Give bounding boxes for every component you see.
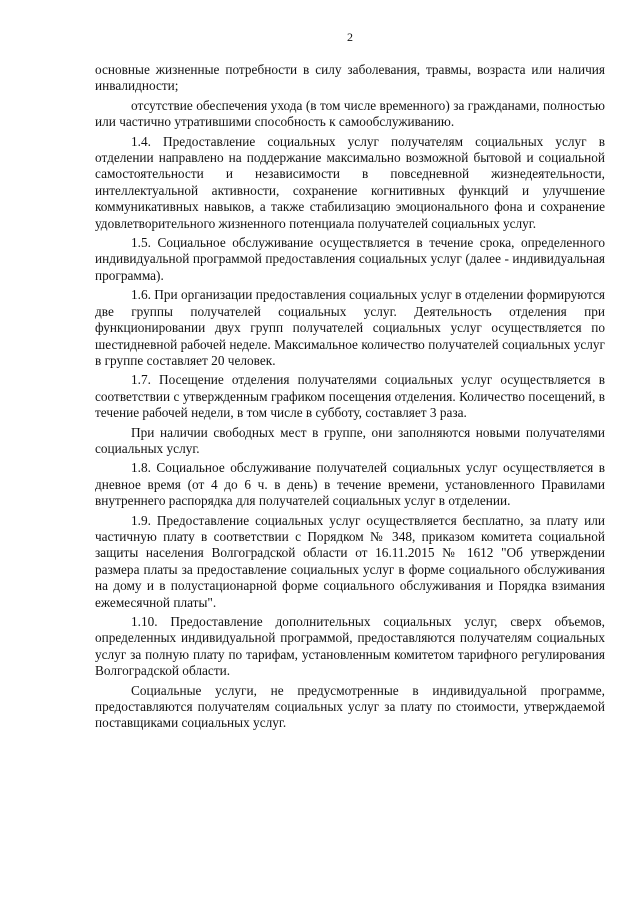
paragraph-1-9: 1.9. Предоставление социальных услуг осуществляется бесплатно, за плату или частичную плату в соответствии с Порядком № 348, приказом комитета социальной защиты населения Волгоградской области от 16.11.2015 № 1612 "Об утверждении размера платы за предоставление социальных услуг в форме социального обслуживания на дому и в полустационарной форме социального обслуживания и Порядка взимания ежемесячной платы". xyxy=(95,512,605,610)
paragraph-extra-services: Социальные услуги, не предусмотренные в индивидуальной программе, предоставляются получателям социальных услуг за плату по стоимости, утверждаемой поставщиками социальных услуг. xyxy=(95,682,605,731)
page-number: 2 xyxy=(347,30,353,44)
paragraph-1-10: 1.10. Предоставление дополнительных социальных услуг, сверх объемов, определенных индивидуальной программой, предоставляются получателям социальных услуг за полную плату по тарифам, установленным комитетом тарифного регулирования Волгоградской области. xyxy=(95,614,605,679)
paragraph-1-5: 1.5. Социальное обслуживание осуществляется в течение срока, определенного индивидуальной программой предоставления социальных услуг (далее - индивидуальная программа). xyxy=(95,235,605,283)
paragraph-1-7: 1.7. Посещение отделения получателями социальных услуг осуществляется в соответствии с утвержденным графиком посещения отделения. Количество посещений, в течение рабочей недели, в том числе в субботу, составляет 3 раза. xyxy=(95,372,605,421)
paragraph-free-places: При наличии свободных мест в группе, они заполняются новыми получателями социальных услуг. xyxy=(95,424,605,456)
paragraph-1-6: 1.6. При организации предоставления социальных услуг в отделении формируются две группы получателей социальных услуг. Деятельность отделения при функционировании двух групп получателей социальных услуг осуществляется по шестидневной рабочей неделе. Максимальное количество получателей социальных услуг в группе составляет 20 человек. xyxy=(95,287,605,368)
paragraph-1-8: 1.8. Социальное обслуживание получателей социальных услуг осуществляется в дневное время (от 4 до 6 ч. в день) в течение времени, установленного Правилами внутреннего распорядка для получателей социальных услуг в отделении. xyxy=(95,460,605,509)
paragraph-1-4: 1.4. Предоставление социальных услуг получателям социальных услуг в отделении направлено на поддержание максимально возможной бытовой и социальной самостоятельности и независимости в повседневной жизнедеятельности, интеллектуальной активности, сохранение когнитивных функций и улучшение коммуникативных навыков, а также стабилизацию эмоционального фона и сохранение удовлетворительного жизненного потенциала получателей социальных услуг. xyxy=(95,133,605,231)
paragraph-care-absence: отсутствие обеспечения ухода (в том числе временного) за гражданами, полностью или частично утратившими способность к самообслуживанию. xyxy=(95,97,605,130)
paragraph-continuation: основные жизненные потребности в силу заболевания, травмы, возраста или наличия инвалидности; xyxy=(95,62,605,94)
document-body xyxy=(95,62,605,732)
